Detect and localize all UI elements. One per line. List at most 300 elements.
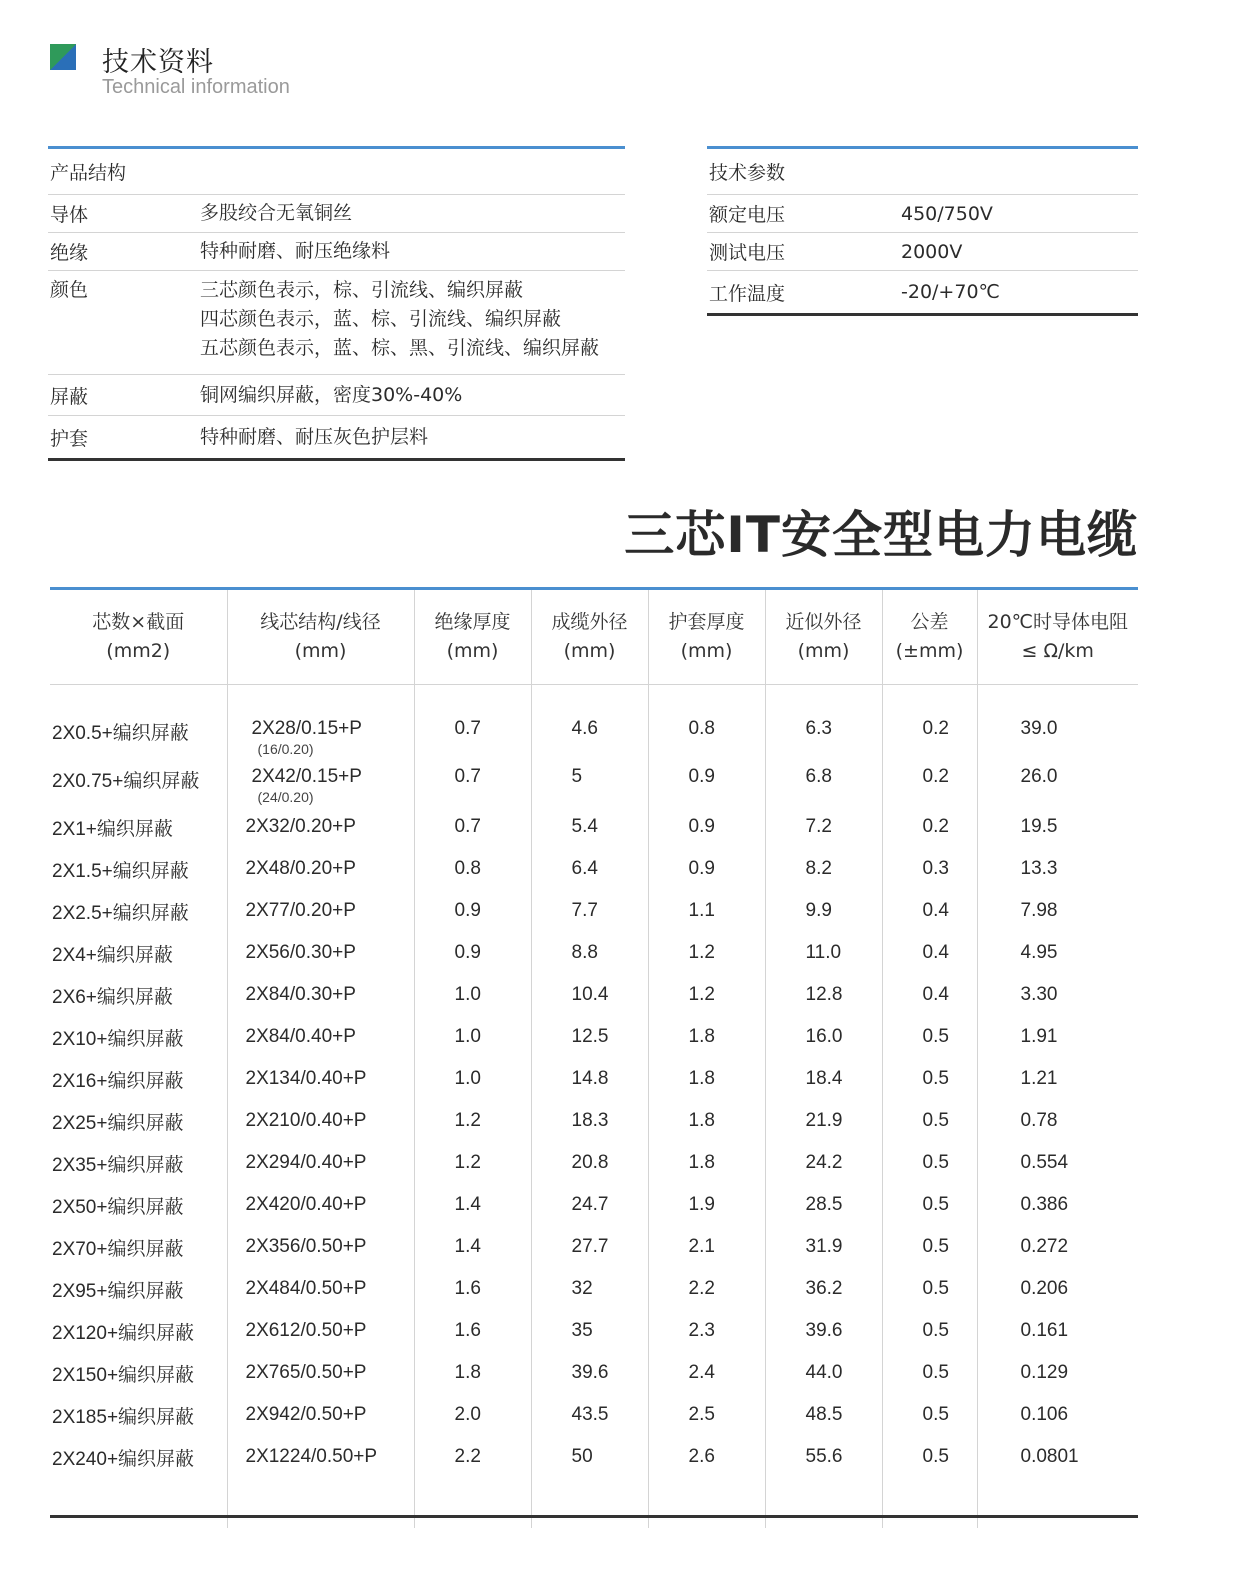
cell-value: 0.9: [454, 900, 481, 921]
table-row: [50, 806, 1138, 848]
table-cell: [531, 1226, 648, 1268]
cell-value: 8.8: [571, 942, 598, 963]
table-cell: [977, 1184, 1138, 1226]
table-cell: [50, 1352, 227, 1394]
cell-value: 2.2: [688, 1278, 715, 1299]
cell-value: 2X10+编织屏蔽: [52, 1028, 184, 1050]
cell-value: 1.0: [454, 984, 481, 1005]
table-row: [50, 1268, 1138, 1310]
table-cell: [414, 1058, 531, 1100]
cell-value: 0.7: [454, 766, 481, 787]
cell-value: 7.98: [1020, 900, 1058, 921]
structure-value: [200, 276, 625, 363]
table-cell: [414, 758, 531, 806]
cell-value: 1.2: [454, 1110, 481, 1131]
table-row: [50, 1142, 1138, 1184]
cell-value: 2X942/0.50+P: [245, 1404, 367, 1425]
table-cell: [50, 1016, 227, 1058]
cell-value: 2.2: [454, 1446, 481, 1467]
cell-value: 0.8: [688, 718, 715, 739]
table-cell: [50, 758, 227, 806]
cell-value: 5.4: [571, 816, 598, 837]
params-key: 测试电压: [709, 242, 786, 264]
structure-key: 绝缘: [50, 242, 89, 264]
spacer-cell: [882, 684, 977, 710]
column-header-line: 近似外径: [785, 610, 862, 633]
table-cell: [977, 1226, 1138, 1268]
column-header: [648, 590, 765, 684]
table-cell: [531, 1058, 648, 1100]
cell-value: 2.6: [688, 1446, 715, 1467]
table-cell: [648, 1226, 765, 1268]
spacer-cell: [882, 1478, 977, 1528]
column-header: [227, 590, 414, 684]
cell-value: 6.3: [805, 718, 832, 739]
table-cell: [531, 1142, 648, 1184]
structure-key: 屏蔽: [50, 385, 89, 408]
table-cell: [50, 932, 227, 974]
cell-value: 0.9: [688, 858, 715, 879]
table-cell: [414, 974, 531, 1016]
cell-value: 18.4: [805, 1068, 843, 1089]
spacer-cell: [50, 684, 227, 710]
cell-value: 1.4: [454, 1236, 481, 1257]
table-bottom-rule: [50, 1515, 1138, 1518]
table-cell: [882, 1394, 977, 1436]
cell-value: 2X1224/0.50+P: [245, 1446, 378, 1467]
section-subtitle: Technical information: [102, 76, 290, 98]
table-cell: [227, 1268, 414, 1310]
spacer-cell: [414, 1478, 531, 1528]
structure-value-line: 三芯颜色表示，棕、引流线、编织屏蔽: [200, 279, 524, 301]
table-row: [50, 974, 1138, 1016]
cell-value: 0.106: [1020, 1404, 1069, 1425]
table-cell: [648, 758, 765, 806]
column-header-line: 芯数×截面: [92, 610, 185, 633]
table-cell: [531, 1100, 648, 1142]
table-cell: [882, 806, 977, 848]
section-title: 技术资料: [102, 47, 214, 78]
table-cell: [765, 1268, 882, 1310]
cell-value: 2X84/0.40+P: [245, 1026, 356, 1047]
table-cell: [50, 1184, 227, 1226]
table-row: [50, 1310, 1138, 1352]
cell-value: 0.7: [454, 718, 481, 739]
column-header-line: (mm): [797, 639, 850, 662]
cell-value: 2X42/0.15+P: [251, 766, 362, 787]
table-cell: [50, 1100, 227, 1142]
structure-bottom-rule: [48, 458, 625, 461]
cell-value: 0.7: [454, 816, 481, 837]
table-cell: [765, 1016, 882, 1058]
table-cell: [648, 890, 765, 932]
table-cell: [50, 1142, 227, 1184]
table-cell: [765, 932, 882, 974]
table-cell: [648, 1058, 765, 1100]
table-row: [50, 1394, 1138, 1436]
table-cell: [765, 1142, 882, 1184]
cell-value: 31.9: [805, 1236, 843, 1257]
cell-value: 2X48/0.20+P: [245, 858, 356, 879]
table-cell: [882, 758, 977, 806]
column-header-line: (±mm): [895, 639, 964, 662]
table-cell: [50, 974, 227, 1016]
cell-value: 2.0: [454, 1404, 481, 1425]
cell-value: 0.386: [1020, 1194, 1069, 1215]
table-cell: [50, 1226, 227, 1268]
cell-value: 1.8: [688, 1026, 715, 1047]
table-row: [50, 848, 1138, 890]
column-header-line: (mm): [563, 639, 616, 662]
table-cell: [414, 1268, 531, 1310]
column-header: [50, 590, 227, 684]
table-cell: [50, 890, 227, 932]
params-bottom-rule: [707, 313, 1138, 316]
cell-value: 28.5: [805, 1194, 843, 1215]
table-row: [50, 890, 1138, 932]
cell-value: 2X28/0.15+P: [251, 718, 362, 739]
structure-key: 护套: [50, 427, 89, 450]
cell-value: 39.6: [571, 1362, 609, 1383]
params-row: [707, 271, 1138, 313]
column-header-line: 成缆外径: [551, 610, 628, 633]
table-cell: [882, 1310, 977, 1352]
cell-value: 35: [571, 1320, 593, 1341]
table-header-row: [50, 590, 1138, 684]
params-heading: 技术参数: [709, 162, 786, 184]
cell-value: 2X16+编织屏蔽: [52, 1070, 184, 1092]
table-cell: [531, 1436, 648, 1478]
params-heading-row: [707, 149, 1138, 195]
table-cell: [227, 890, 414, 932]
spacer-cell: [977, 1478, 1138, 1528]
table-cell: [50, 1394, 227, 1436]
table-cell: [414, 710, 531, 758]
structure-value-line: 四芯颜色表示，蓝、棕、引流线、编织屏蔽: [200, 308, 562, 330]
column-header-line: 线芯结构/线径: [260, 610, 381, 633]
column-header: [531, 590, 648, 684]
structure-row: [48, 233, 625, 271]
table-cell: [531, 710, 648, 758]
table-cell: [531, 1016, 648, 1058]
spacer-cell: [531, 1478, 648, 1528]
table-cell: [531, 1310, 648, 1352]
table-cell: [414, 1184, 531, 1226]
cell-value: 14.8: [571, 1068, 609, 1089]
table-cell: [882, 848, 977, 890]
cell-value: 2.5: [688, 1404, 715, 1425]
cell-value: 24.7: [571, 1194, 609, 1215]
table-cell: [227, 806, 414, 848]
cell-value: 1.1: [688, 900, 715, 921]
table-cell: [977, 932, 1138, 974]
cell-value: 7.7: [571, 900, 598, 921]
table-cell: [765, 710, 882, 758]
column-header-line: 护套厚度: [668, 610, 745, 633]
table-cell: [765, 848, 882, 890]
cell-value: 16.0: [805, 1026, 843, 1047]
structure-value: [200, 237, 625, 266]
table-cell: [531, 806, 648, 848]
structure-value: [200, 381, 625, 410]
table-cell: [227, 1100, 414, 1142]
cell-value: 4.6: [571, 718, 598, 739]
cell-value: 24.2: [805, 1152, 843, 1173]
structure-value-line: 五芯颜色表示，蓝、棕、黑、引流线、编织屏蔽: [200, 337, 600, 359]
cell-value: 18.3: [571, 1110, 609, 1131]
table-cell: [882, 1268, 977, 1310]
table-cell: [977, 806, 1138, 848]
table-cell: [882, 1436, 977, 1478]
params-table: [707, 146, 1138, 316]
cell-value: 12.8: [805, 984, 843, 1005]
cell-value: 2X1+编织屏蔽: [52, 818, 173, 840]
cell-value: 1.8: [688, 1152, 715, 1173]
spacer-row: [50, 1478, 1138, 1528]
table-row: [50, 710, 1138, 758]
spacer-cell: [227, 1478, 414, 1528]
table-cell: [414, 890, 531, 932]
spacer-cell: [977, 684, 1138, 710]
cell-value: 2X612/0.50+P: [245, 1320, 367, 1341]
cell-value: 2X0.5+编织屏蔽: [52, 723, 189, 744]
params-value: -20/+70℃: [901, 281, 1000, 303]
cell-value: 21.9: [805, 1110, 843, 1131]
cell-value: 2X420/0.40+P: [245, 1194, 367, 1215]
table-cell: [648, 1142, 765, 1184]
cell-value: 2X84/0.30+P: [245, 984, 356, 1005]
cell-value: 2X32/0.20+P: [245, 816, 356, 837]
table-cell: [977, 1100, 1138, 1142]
cell-value: 55.6: [805, 1446, 843, 1467]
structure-value-line: 特种耐磨、耐压灰色护层料: [200, 425, 429, 448]
spacer-cell: [648, 1478, 765, 1528]
table-cell: [765, 1352, 882, 1394]
table-cell: [414, 1226, 531, 1268]
structure-key: 颜色: [50, 279, 89, 301]
table-row: [50, 1184, 1138, 1226]
cell-value: 2X95+编织屏蔽: [52, 1280, 184, 1302]
table-cell: [648, 1436, 765, 1478]
cell-value: 0.9: [688, 816, 715, 837]
spacer-row: [50, 684, 1138, 710]
cell-value: 36.2: [805, 1278, 843, 1299]
table-cell: [977, 1436, 1138, 1478]
cell-value: 2X77/0.20+P: [245, 900, 356, 921]
cell-value: 0.5: [922, 1320, 949, 1341]
table-cell: [648, 1352, 765, 1394]
table-cell: [765, 1310, 882, 1352]
table-cell: [414, 806, 531, 848]
structure-table: [48, 146, 625, 461]
table-cell: [648, 710, 765, 758]
cell-value: 0.78: [1020, 1110, 1058, 1131]
cell-value: 2X294/0.40+P: [245, 1152, 367, 1173]
structure-row: [48, 271, 625, 375]
cell-value: 43.5: [571, 1404, 609, 1425]
table-cell: [50, 848, 227, 890]
cell-value: 0.161: [1020, 1320, 1069, 1341]
cell-value: 1.2: [688, 984, 715, 1005]
cell-value: 2X50+编织屏蔽: [52, 1196, 184, 1218]
cell-value: 2X356/0.50+P: [245, 1236, 367, 1257]
structure-value-line: 特种耐磨、耐压绝缘料: [200, 240, 391, 262]
table-cell: [648, 1394, 765, 1436]
cell-value: 1.0: [454, 1068, 481, 1089]
column-header-line: 20℃时导体电阻: [987, 610, 1128, 633]
table-cell: [977, 1058, 1138, 1100]
table-cell: [531, 1394, 648, 1436]
cell-value: 0.554: [1020, 1152, 1069, 1173]
table-cell: [648, 932, 765, 974]
table-cell: [977, 1268, 1138, 1310]
column-header-line: 公差: [910, 610, 949, 633]
cell-value: 2X2.5+编织屏蔽: [52, 902, 189, 924]
params-value: 450/750V: [901, 202, 993, 225]
cell-value: 0.5: [922, 1362, 949, 1383]
table-cell: [648, 1184, 765, 1226]
table-row: [50, 1226, 1138, 1268]
cell-value: 2.1: [688, 1236, 715, 1257]
table-cell: [765, 758, 882, 806]
column-header-line: (mm2): [106, 639, 171, 662]
table-cell: [414, 1436, 531, 1478]
table-cell: [227, 1226, 414, 1268]
cell-value: 12.5: [571, 1026, 609, 1047]
structure-heading-row: [48, 149, 625, 195]
cell-value: 2X35+编织屏蔽: [52, 1154, 184, 1176]
structure-value-line: 铜网编织屏蔽，密度30%-40%: [200, 383, 463, 406]
structure-heading: 产品结构: [50, 162, 127, 184]
table-cell: [882, 1016, 977, 1058]
column-header-line: (mm): [446, 639, 499, 662]
table-cell: [414, 1310, 531, 1352]
table-cell: [882, 974, 977, 1016]
cell-value: 0.8: [454, 858, 481, 879]
cell-value: 10.4: [571, 984, 609, 1005]
cell-value: 2X0.75+编织屏蔽: [52, 771, 200, 792]
table-cell: [531, 1352, 648, 1394]
cell-value: 0.5: [922, 1026, 949, 1047]
cell-value: 7.2: [805, 816, 832, 837]
cell-value: 0.206: [1020, 1278, 1069, 1299]
cell-value: 1.9: [688, 1194, 715, 1215]
table-cell: [227, 1352, 414, 1394]
cell-value: 2X150+编织屏蔽: [52, 1364, 195, 1386]
structure-value: [200, 199, 625, 228]
cell-value: 0.5: [922, 1404, 949, 1425]
table-cell: [227, 1310, 414, 1352]
table-cell: [227, 1394, 414, 1436]
table-cell: [531, 848, 648, 890]
cell-value: 0.5: [922, 1110, 949, 1131]
column-header-line: (mm): [680, 639, 733, 662]
structure-row: [48, 416, 625, 458]
cell-value: 1.6: [454, 1320, 481, 1341]
table-cell: [227, 848, 414, 890]
cell-value: 2.3: [688, 1320, 715, 1341]
cell-value: 2X4+编织屏蔽: [52, 944, 173, 966]
table-cell: [50, 1310, 227, 1352]
table-cell: [50, 1268, 227, 1310]
column-header: [414, 590, 531, 684]
table-cell: [414, 1016, 531, 1058]
table-cell: [977, 1142, 1138, 1184]
table-cell: [977, 1352, 1138, 1394]
table-cell: [50, 710, 227, 758]
table-cell: [414, 1352, 531, 1394]
cell-value: 32: [571, 1278, 593, 1299]
table-cell: [765, 1226, 882, 1268]
cell-value: 2X6+编织屏蔽: [52, 986, 173, 1008]
column-header: [882, 590, 977, 684]
table-cell: [648, 1100, 765, 1142]
cell-value: 1.21: [1020, 1068, 1058, 1089]
cell-value: 48.5: [805, 1404, 843, 1425]
table-cell: [648, 974, 765, 1016]
structure-row: [48, 195, 625, 233]
cell-value: 2X765/0.50+P: [245, 1362, 367, 1383]
cell-value: 0.5: [922, 1278, 949, 1299]
table-cell: [414, 848, 531, 890]
cell-value: 1.2: [688, 942, 715, 963]
cell-value: 0.2: [922, 816, 949, 837]
table-cell: [414, 1394, 531, 1436]
table-cell: [977, 758, 1138, 806]
cell-value: 0.2: [922, 766, 949, 787]
table-cell: [227, 1436, 414, 1478]
cell-value: 39.0: [1020, 718, 1058, 739]
spacer-cell: [531, 684, 648, 710]
params-row: [707, 233, 1138, 271]
cell-value: 19.5: [1020, 816, 1058, 837]
table-cell: [977, 890, 1138, 932]
spacer-cell: [414, 684, 531, 710]
cell-value: 39.6: [805, 1320, 843, 1341]
table-cell: [765, 806, 882, 848]
cell-value: 2X210/0.40+P: [245, 1110, 367, 1131]
table-cell: [977, 1310, 1138, 1352]
table-cell: [50, 806, 227, 848]
table-cell: [531, 1184, 648, 1226]
table-cell: [977, 1016, 1138, 1058]
cell-value: 1.4: [454, 1194, 481, 1215]
cell-value: 1.6: [454, 1278, 481, 1299]
table-cell: [227, 758, 414, 806]
table-cell: [765, 1184, 882, 1226]
spacer-cell: [50, 1478, 227, 1528]
table-cell: [882, 1226, 977, 1268]
table-cell: [227, 932, 414, 974]
cell-value: 4.95: [1020, 942, 1058, 963]
cell-value: 0.5: [922, 1068, 949, 1089]
table-cell: [882, 710, 977, 758]
table-row: [50, 1100, 1138, 1142]
cell-value: 2X185+编织屏蔽: [52, 1406, 195, 1428]
cell-value: 2X56/0.30+P: [245, 942, 356, 963]
cell-value: 0.5: [922, 1194, 949, 1215]
spacer-cell: [648, 684, 765, 710]
cell-value: 5: [571, 766, 583, 787]
table-cell: [531, 1268, 648, 1310]
table-cell: [882, 932, 977, 974]
table-cell: [414, 932, 531, 974]
cell-value: 2X1.5+编织屏蔽: [52, 860, 189, 882]
cell-value: 2X120+编织屏蔽: [52, 1322, 195, 1344]
cell-value: 1.0: [454, 1026, 481, 1047]
table-cell: [977, 1394, 1138, 1436]
cell-value: 0.4: [922, 900, 949, 921]
